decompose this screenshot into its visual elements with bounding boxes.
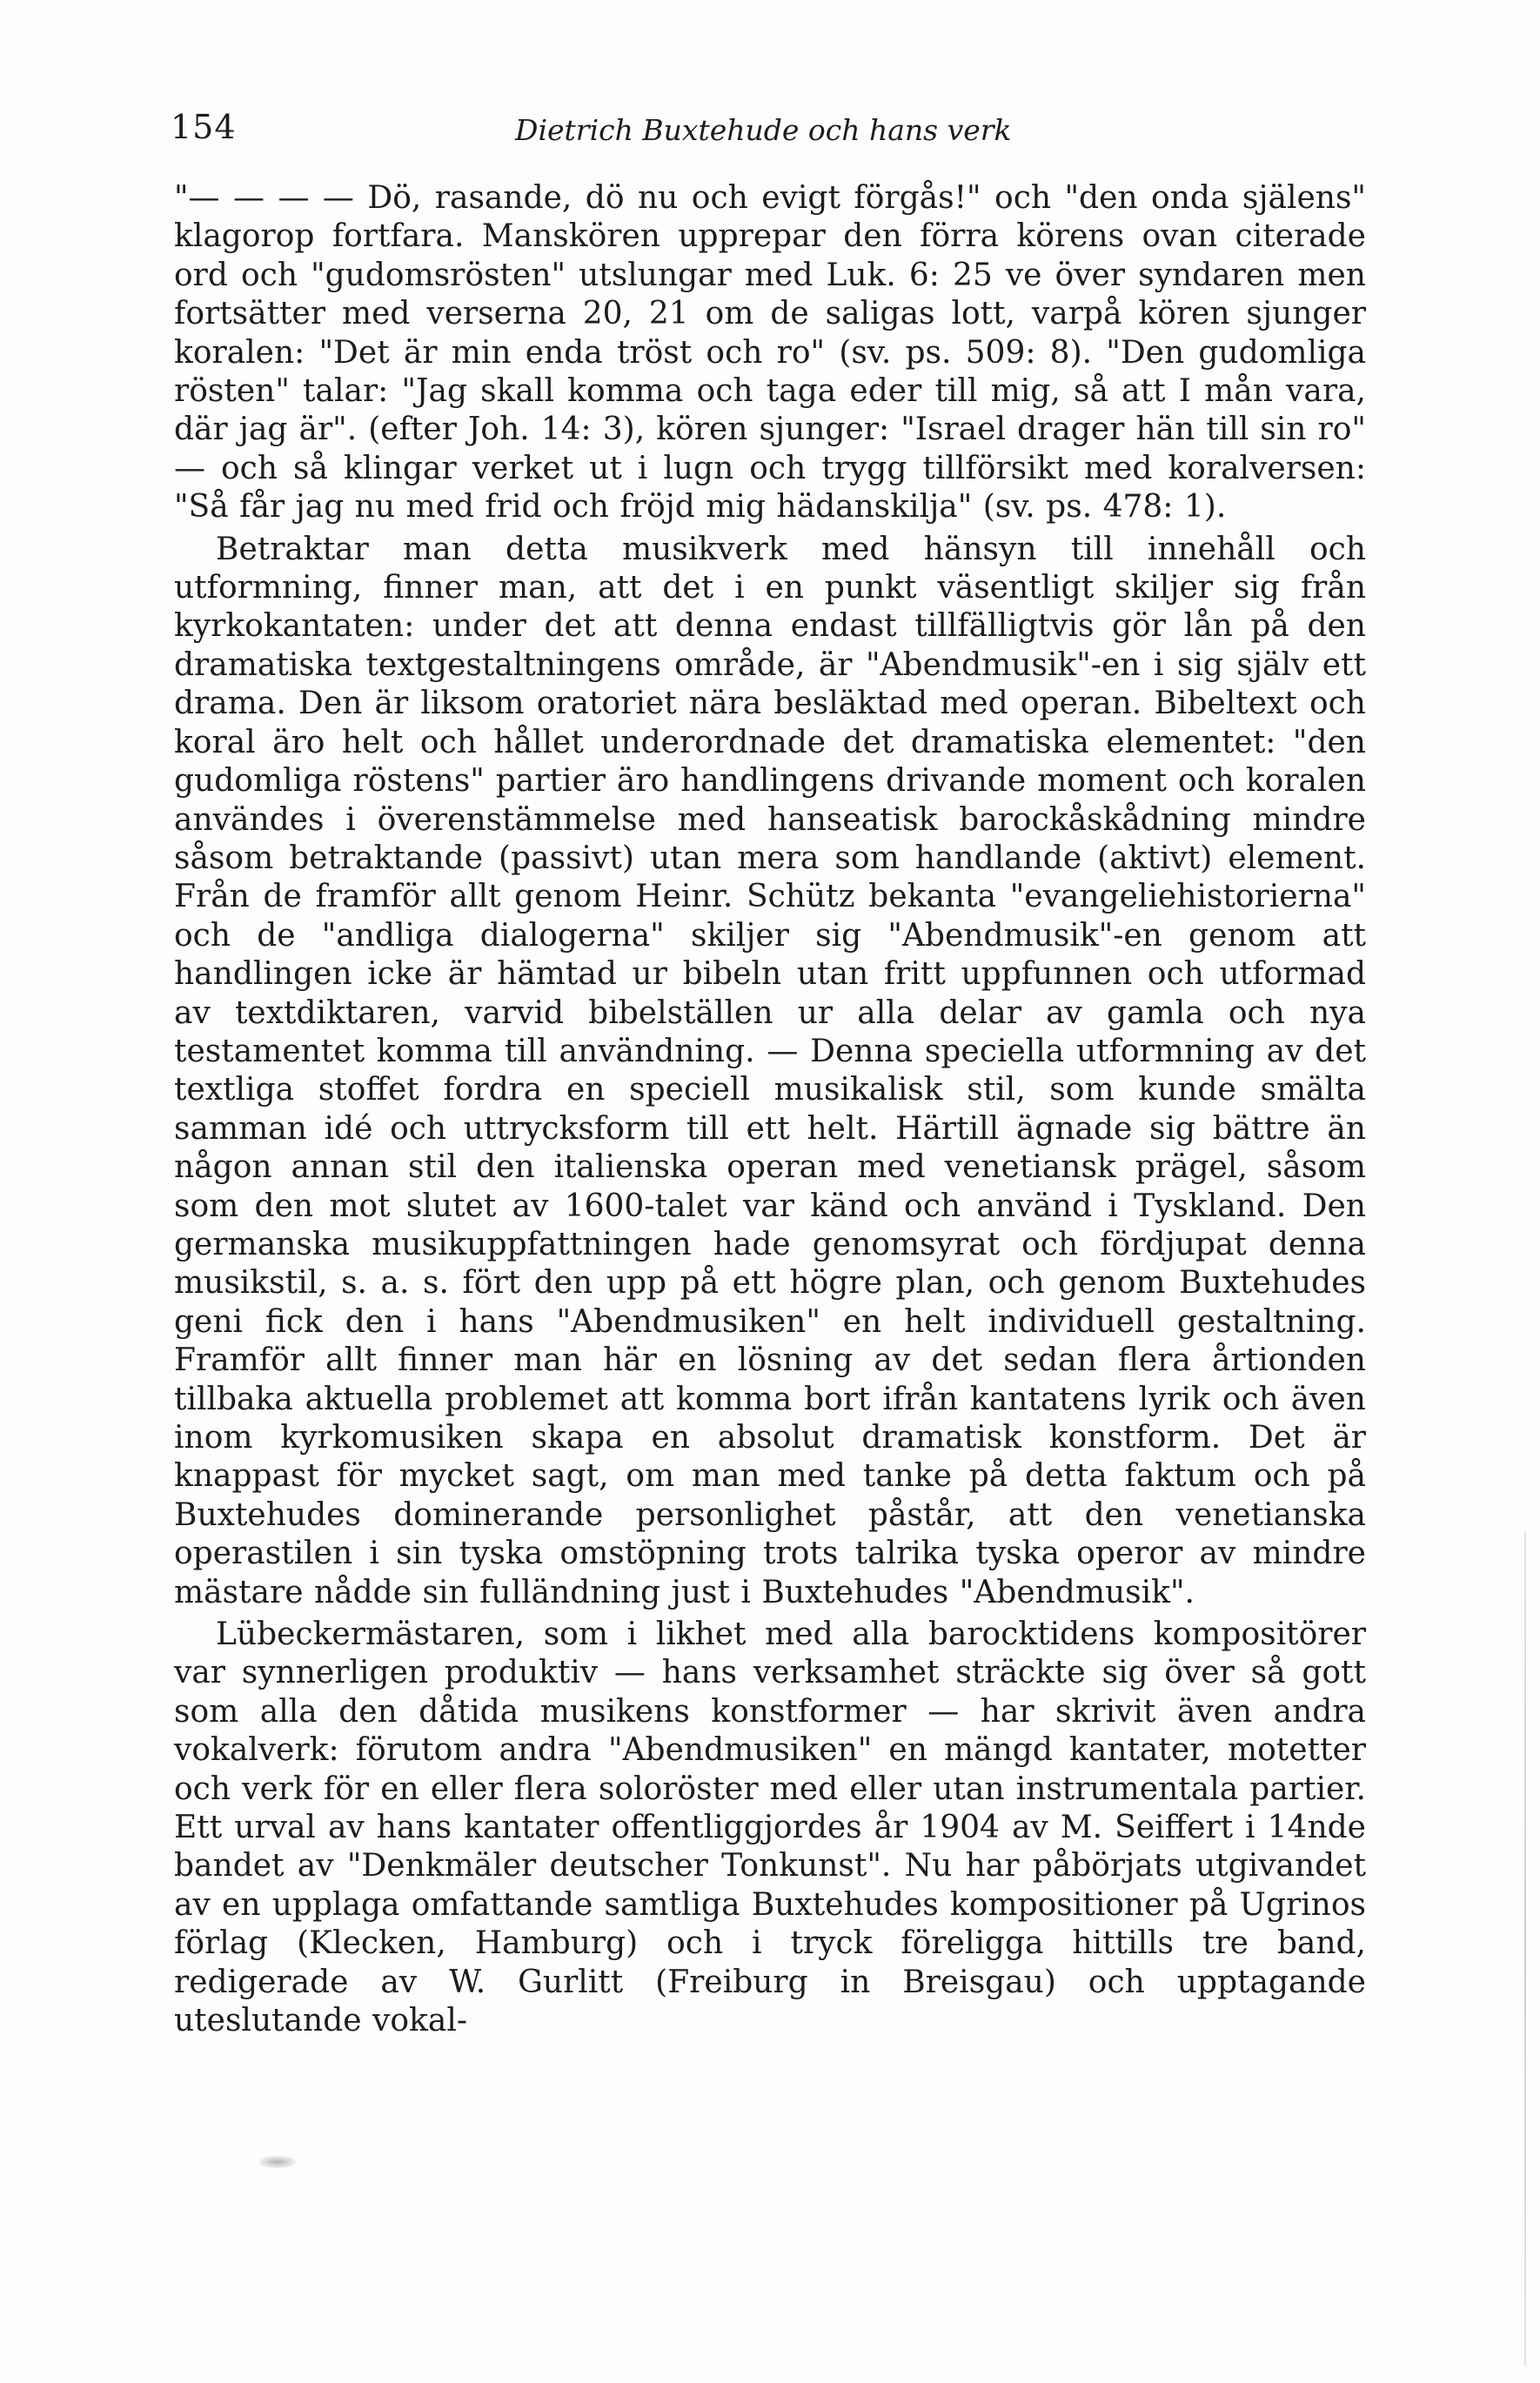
paragraph-abendmusik-analysis: Betraktar man detta musikverk med hänsyn till innehåll och utformning, finner man, att det i en punkt väsentligt skiljer sig från kyrkokantaten: under det att denna endast tillfälligtvis gör lån på den dramatiska textgestaltningens område, är "Abendmusik"-en i sig själv ett drama. Den är liksom oratoriet nära besläktad med operan. Bibeltext och koral äro helt och hållet underordnade det dramatiska elementet: "den gudomliga röstens" partier äro handlingens drivande moment och koralen användes i överenstämmelse med hanseatisk barockåskådning mindre såsom betraktande (passivt) utan mera som handlande (aktivt) element. Från de framför allt genom Heinr. Schütz bekanta "evangeliehistorierna" och de "andliga dialogerna" skiljer sig "Abendmusik"-en genom att handlingen icke är hämtad ur bibeln utan fritt uppfunnen och utformad av textdiktaren, varvid bibelställen ur alla delar av gamla och nya testamentet komma till användning. — Denna speciella utformning av det textliga stoffet fordra en speciell musikalisk stil, som kunde smälta samman idé och uttrycksform till ett helt. Härtill ägnade sig bättre än någon annan stil den italienska operan med venetiansk prägel, såsom som den mot slutet av 1600-talet var känd och använd i Tyskland. Den germanska musikuppfattningen hade genomsyrat och fördjupat denna musikstil, s. a. s. fört den upp på ett högre plan, och genom Buxtehudes geni fick den i hans "Abendmusiken" en helt individuell gestaltning. Framför allt finner man här en lösning av det sedan flera årtionden tillbaka aktuella problemet att komma bort ifrån kantatens lyrik och även inom kyrkomusiken skapa en absolut dramatisk konstform. Det är knappast för mycket sagt, om man med tanke på detta faktum och på Buxtehudes dominerande personlighet påstår, att den venetianska operastilen i sin tyska omstöpning trots talrika tyska operor av mindre mästare nådde sin fulländning just i Buxtehudes "Abendmusik".	[174, 531, 1366, 1610]
running-header	[171, 108, 1380, 160]
print-smudge	[259, 2156, 296, 2168]
page-number: 154	[171, 108, 237, 146]
paragraph-continuation: "— — — — Dö, rasande, dö nu och evigt förgås!" och "den onda själens" klagorop fortfara. Manskören upprepar den förra körens ovan citerade ord och "gudomsrösten" utslungar med Luk. 6: 25 ve över syndaren men fortsätter med verserna 20, 21 om de saligas lott, varpå kören sjunger koralen: "Det är min enda tröst och ro" (sv. ps. 509: 8). "Den gudomliga rösten" talar: "Jag skall komma och taga eder till mig, så att I mån vara, där jag är". (efter Joh. 14: 3), kören sjunger: "Israel drager hän till sin ro" — och så klingar verket ut i lugn och trygg tillförsikt med koralversen: "Så får jag nu med frid och fröjd mig hädanskilja" (sv. ps. 478: 1).	[174, 180, 1366, 525]
scan-edge-shadow	[1524, 1531, 1526, 2366]
body-text	[174, 179, 1366, 2041]
running-title: Dietrich Buxtehude och hans verk	[515, 113, 1012, 147]
paragraph-other-vocal-works: Lübeckermästaren, som i likhet med alla barocktidens kompositörer var synnerligen produktiv — hans verksamhet sträckte sig över så gott som alla den dåtida musikens konstformer — har skrivit även andra vokalverk: förutom andra "Abendmusiken" en mängd kantater, motetter och verk för en eller flera soloröster med eller utan instrumentala partier. Ett urval av hans kantater offentliggjordes år 1904 av M. Seiffert i 14nde bandet av "Denkmäler deutscher Tonkunst". Nu har påbörjats utgivandet av en upplaga omfattande samtliga Buxtehudes kompositioner på Ugrinos förlag (Klecken, Hamburg) och i tryck föreliggа hittills tre band, redigerade av W. Gurlitt (Freiburg in Breisgau) och upptagande uteslutande vokal-	[174, 1617, 1366, 2039]
